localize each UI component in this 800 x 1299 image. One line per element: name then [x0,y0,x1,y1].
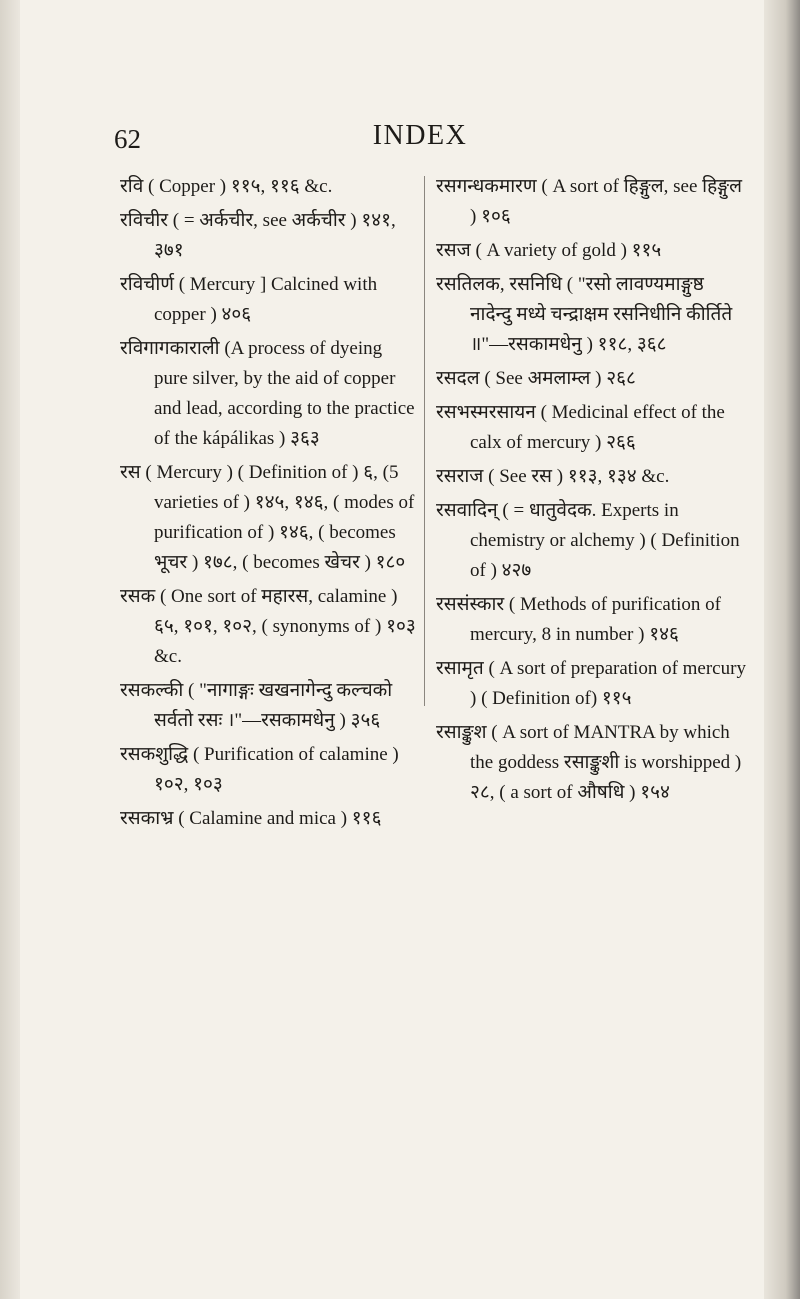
page-header [100,120,740,160]
index-entry: रसाङ्कुश ( A sort of MANTRA by which the goddess रसाङ्कुशी is worshipped ) २८, ( a sort of औषधि ) १५४ [436,722,742,803]
index-entry: रसकशुद्धि ( Purification of calamine ) १०२, १०३ [120,744,399,795]
index-column-right [436,172,746,812]
page-title: INDEX [372,120,468,151]
binding-shadow [0,0,20,1299]
index-entry: रसकल्की ( "नागाङ्गः खखनागेन्दु कल्चको सर्वतो रसः ।"—रसकामधेनु ) ३५६ [120,680,393,731]
index-entry: रसज ( A variety of gold ) ११५ [436,240,662,261]
page-number: 62 [114,124,141,154]
index-entry: रसकाभ्र ( Calamine and mica ) ११६ [120,808,382,829]
index-entry: रसक ( One sort of महारस, calamine ) ६५, १०१, १०२, ( synonyms of ) १०३ &c. [120,586,416,667]
index-entry: रविचीर ( = अर्कचीर, see अर्कचीर ) १४१, ३७१ [120,210,396,261]
column-divider [424,176,425,706]
index-entry: रविगागकाराली (A process of dyeing pure silver, by the aid of copper and lead, according to the practice of the kápálikas ) ३६३ [120,338,415,449]
index-entry: रसामृत ( A sort of preparation of mercury ) ( Definition of) ११५ [436,658,746,709]
index-entry: रससंस्कार ( Methods of purification of mercury, 8 in number ) १४६ [436,594,722,645]
index-entry: रस ( Mercury ) ( Definition of ) ६, (5 varieties of ) १४५, १४६, ( modes of purification of ) १४६, ( becomes भूचर ) १७८, ( becomes खेचर ) १८० [120,462,415,573]
index-entry: रसवादिन् ( = धातुवेदक. Experts in chemistry or alchemy ) ( Definition of ) ४२७ [436,500,740,581]
index-entry: रसदल ( See अमलाम्ल ) २६८ [436,368,636,389]
index-entry: रवि ( Copper ) ११५, ११६ &c. [120,176,333,197]
index-column-left [120,172,420,838]
index-entry: रसतिलक, रसनिधि ( "रसो लावण्यमाङ्गुष्ठ नादेन्दु मध्ये चन्द्राक्षम रसनिधीनि कीर्तिते ॥"—रसकामधेनु ) ११८, ३६८ [436,274,733,355]
index-entry: रसभस्मरसायन ( Medicinal effect of the calx of mercury ) २६६ [436,402,725,453]
index-entry: रसराज ( See रस ) ११३, १३४ &c. [436,466,670,487]
page-edge [764,0,800,1299]
index-entry: रविचीर्ण ( Mercury ] Calcined with copper ) ४०६ [120,274,378,325]
index-entry: रसगन्धकमारण ( A sort of हिङ्गुल, see हिङ्गुल ) १०६ [436,176,743,227]
